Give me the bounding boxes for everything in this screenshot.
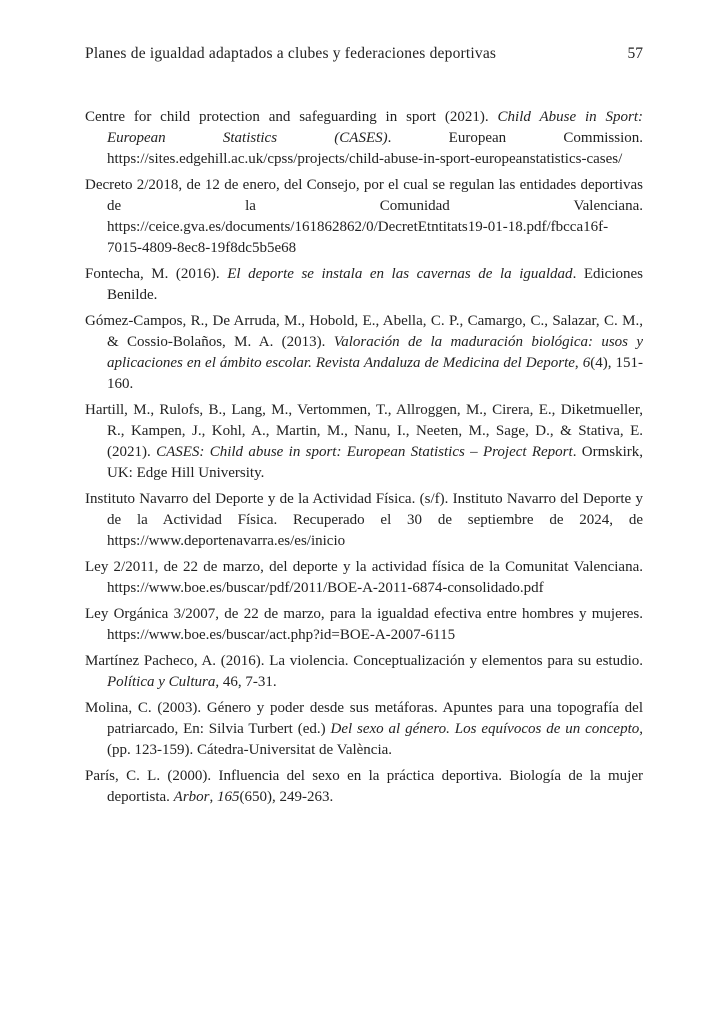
- reference-text: ,: [574, 355, 583, 371]
- reference-text: (4), 151-160.: [107, 355, 643, 392]
- reference-text: Ley 2/2011, de 22 de marzo, del deporte y la actividad física de la Comunitat Valenciana. https://www.boe.es/buscar/pdf/2011/BOE-A-2011-6874-consolidado.pdf: [85, 559, 643, 596]
- reference-entry: [85, 698, 643, 761]
- reference-text: . Ormskirk, UK: Edge Hill University.: [107, 444, 644, 481]
- reference-text: Hartill, M., Rulofs, B., Lang, M., Vertommen, T., Allroggen, M., Cirera, E., Diketmueller, R., Kampen, J., Kohl, A., Martin, M., Nanu, I., Neeten, M., Sage, D., & Stativa, E. (2021).: [85, 402, 643, 460]
- reference-text: Fontecha, M. (2016).: [85, 266, 228, 282]
- running-header: [85, 44, 643, 63]
- reference-text: Instituto Navarro del Deporte y de la Actividad Física. (s/f). Instituto Navarro del Deporte y de la Actividad Física. Recuperado el 30 de septiembre de 2024, de https://www.deportenavarra.es/es/inicio: [85, 491, 643, 549]
- reference-title-italic: El deporte se instala en las cavernas de la igualdad: [227, 266, 573, 282]
- reference-text: Ley Orgánica 3/2007, de 22 de marzo, para la igualdad efectiva entre hombres y mujeres. https://www.boe.es/buscar/act.php?id=BOE-A-2007-6115: [85, 606, 643, 643]
- reference-title-italic: CASES: Child abuse in sport: European Statistics – Project Report: [156, 444, 573, 460]
- reference-entry: [85, 175, 643, 259]
- reference-entry: [85, 264, 643, 306]
- reference-text: ,: [209, 789, 217, 805]
- reference-title-italic: 165: [217, 789, 240, 805]
- reference-entry: [85, 311, 643, 395]
- reference-text: (650), 249-263.: [239, 789, 334, 805]
- reference-text: Martínez Pacheco, A. (2016). La violencia. Conceptualización y elementos para su estudio.: [85, 653, 643, 669]
- reference-title-italic: Valoración de la maduración biológica: usos y aplicaciones en el ámbito escolar. Revista Andaluza de Medicina del Deporte: [107, 334, 644, 371]
- reference-title-italic: 6: [582, 355, 591, 371]
- reference-title-italic: Child Abuse in Sport: European Statistics (CASES): [107, 109, 643, 146]
- reference-text: , 46, 7-31.: [215, 674, 277, 690]
- reference-text: . European Commission. https://sites.edgehill.ac.uk/cpss/projects/child-abuse-in-sport-europeanstatistics-cases/: [107, 130, 644, 167]
- reference-entry: [85, 489, 643, 552]
- reference-text: París, C. L. (2000). Influencia del sexo en la práctica deportiva. Biología de la mujer deportista.: [85, 768, 643, 805]
- reference-entry: [85, 766, 643, 808]
- reference-entry: [85, 604, 643, 646]
- reference-text: Centre for child protection and safeguarding in sport (2021).: [85, 109, 498, 125]
- reference-entry: [85, 651, 643, 693]
- reference-title-italic: Política y Cultura: [107, 674, 216, 690]
- reference-text: Gómez-Campos, R., De Arruda, M., Hobold, E., Abella, C. P., Camargo, C., Salazar, C. M., & Cossio-Bolaños, M. A. (2013).: [85, 313, 643, 350]
- reference-text: . Ediciones Benilde.: [107, 266, 644, 303]
- running-title: Planes de igualdad adaptados a clubes y federaciones deportivas: [85, 45, 497, 62]
- reference-text: , (pp. 123-159). Cátedra-Universitat de València.: [107, 721, 643, 758]
- reference-entry: [85, 557, 643, 599]
- page-number: 57: [627, 45, 643, 62]
- references-list: [85, 107, 643, 808]
- reference-entry: [85, 400, 643, 484]
- reference-entry: [85, 107, 643, 170]
- reference-title-italic: Arbor: [173, 789, 210, 805]
- reference-text: Decreto 2/2018, de 12 de enero, del Consejo, por el cual se regulan las entidades deportivas de la Comunidad Valenciana. https://ceice.gva.es/documents/161862862/0/DecretEtntitats19-01-18.pdf/fbcca16f-7015-4809-8ec8-19f8dc5b5e68: [85, 177, 643, 256]
- reference-title-italic: Del sexo al género. Los equívocos de un concepto: [330, 721, 640, 737]
- reference-text: Molina, C. (2003). Género y poder desde sus metáforas. Apuntes para una topografía del patriarcado, En: Silvia Turbert (ed.): [85, 700, 643, 737]
